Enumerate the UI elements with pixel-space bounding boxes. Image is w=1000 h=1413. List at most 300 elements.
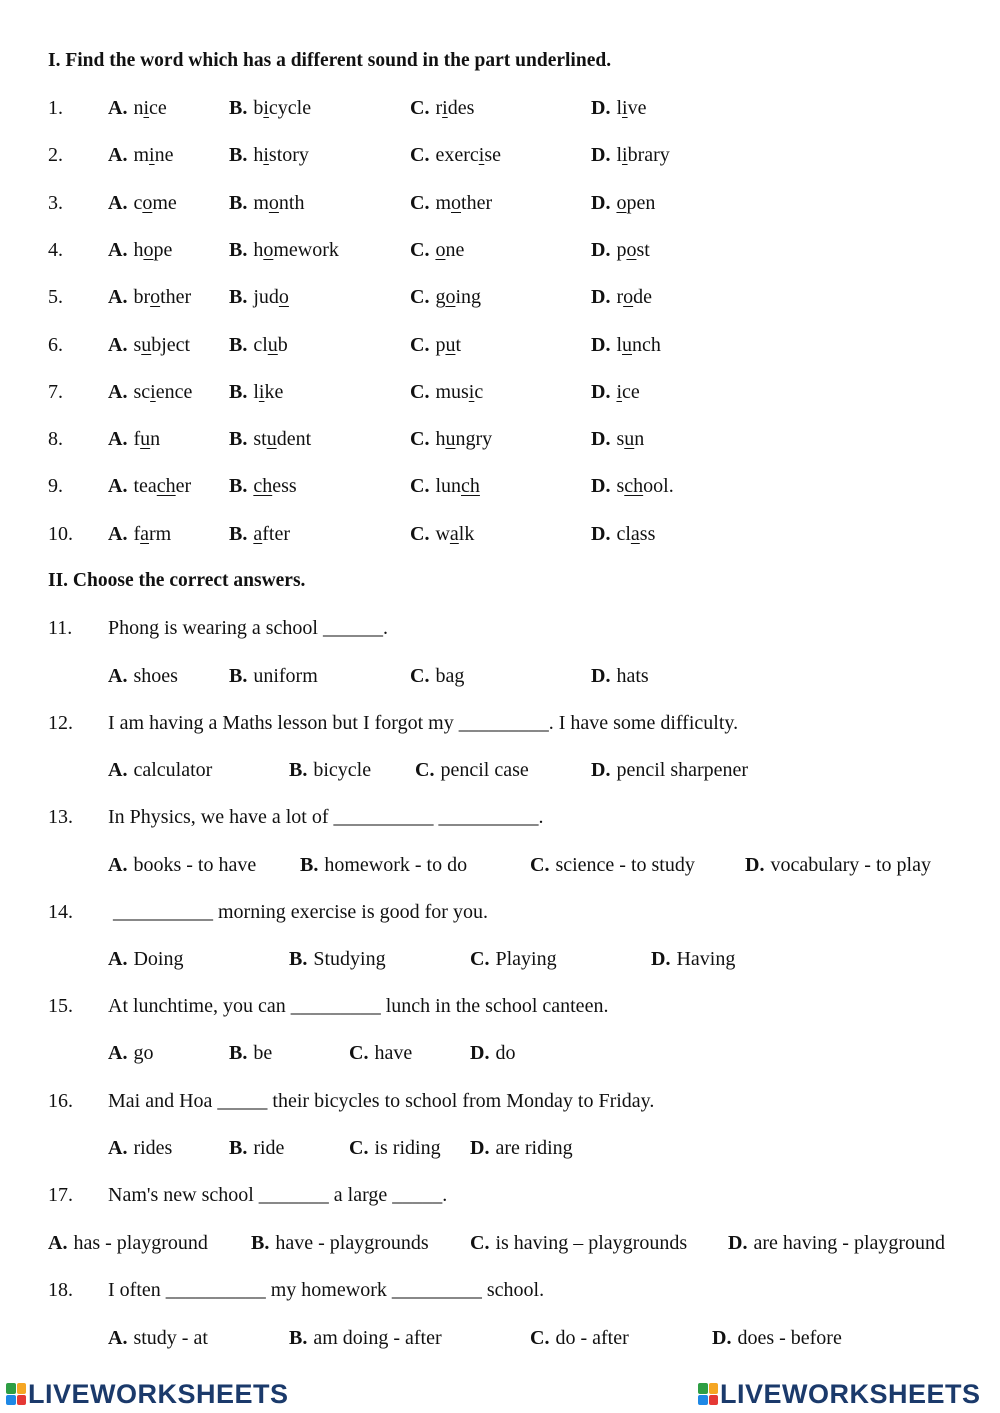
option-letter: A. [108, 191, 128, 214]
section-1-heading-row [0, 46, 1000, 76]
answer-option[interactable] [410, 519, 474, 549]
word-part: r [435, 97, 443, 119]
question-number: 7. [48, 380, 63, 403]
word-part: fter [262, 522, 290, 545]
word-part: er [175, 475, 192, 498]
answer-option[interactable] [591, 755, 748, 785]
option-text: Playing [495, 948, 557, 970]
question-number: 3. [48, 191, 63, 214]
answer-option[interactable] [728, 1228, 945, 1258]
option-letter: D. [591, 191, 611, 214]
question-row [0, 802, 1000, 832]
question-number: 14. [48, 901, 73, 923]
option-letter: B. [229, 97, 248, 119]
option-letter: A. [48, 1232, 68, 1254]
question-stem: In Physics, we have a lot of __________ __________. [108, 806, 544, 828]
word-part: st [253, 428, 267, 451]
option-text: Studying [313, 948, 386, 970]
answer-option[interactable] [530, 1323, 629, 1353]
answer-option[interactable] [651, 944, 735, 974]
underlined-part: u [622, 333, 633, 356]
answer-option[interactable] [229, 661, 318, 691]
underlined-part: ch [253, 475, 273, 498]
underlined-part: i [616, 380, 623, 403]
answer-option[interactable] [470, 1038, 515, 1068]
underlined-part: i [622, 97, 628, 119]
option-text: vocabulary - to play [770, 854, 931, 876]
word-part: b [277, 333, 288, 356]
underlined-part: u [141, 333, 152, 356]
word-part: ne [445, 238, 465, 261]
word-part: f [133, 522, 141, 545]
option-letter: C. [410, 144, 430, 167]
logo-square-blue [698, 1395, 708, 1406]
word-part: ss [639, 522, 656, 545]
word-part: brary [627, 144, 670, 167]
option-text: are having - playground [753, 1232, 946, 1254]
question-row [0, 1180, 1000, 1210]
answer-option[interactable] [410, 661, 464, 691]
underlined-part: i [263, 97, 269, 119]
options-row [0, 1323, 1000, 1353]
word-part: cl [253, 333, 268, 356]
option-letter: C. [530, 854, 550, 876]
option-letter: C. [470, 1232, 490, 1254]
logo-square-green [6, 1383, 16, 1394]
answer-option[interactable] [229, 471, 297, 501]
answer-option[interactable] [745, 850, 931, 880]
word-part: ther [160, 286, 192, 309]
underlined-part: o [268, 191, 279, 214]
answer-option[interactable] [289, 755, 371, 785]
question-row [0, 991, 1000, 1021]
question-stem: I often __________ my homework _________ school. [108, 1279, 545, 1301]
option-letter: B. [289, 759, 308, 781]
word-part: p [435, 333, 446, 356]
question-number: 5. [48, 286, 63, 309]
option-letter: C. [410, 191, 430, 214]
answer-option[interactable] [108, 471, 191, 501]
answer-option[interactable] [229, 1133, 284, 1163]
word-part: h [253, 238, 264, 261]
word-part: w [435, 522, 450, 545]
word-part: g [435, 286, 446, 309]
word-part: s [133, 333, 142, 356]
word-part: h [253, 144, 264, 167]
answer-option[interactable] [229, 93, 311, 123]
answer-option[interactable] [410, 424, 492, 454]
word-part: ke [264, 380, 284, 403]
answer-option[interactable] [108, 661, 178, 691]
section-2-heading-row [0, 566, 1000, 596]
word-part: cycle [268, 97, 312, 119]
option-letter: A. [108, 522, 128, 545]
answer-option[interactable] [591, 519, 655, 549]
question-number: 12. [48, 712, 73, 734]
option-letter: C. [415, 759, 435, 781]
option-letter: B. [229, 286, 248, 309]
word-part: cl [616, 522, 631, 545]
answer-option[interactable] [289, 1323, 442, 1353]
underlined-part: o [435, 238, 446, 261]
option-text: Having [676, 948, 736, 970]
question-row [0, 93, 1000, 123]
option-letter: B. [251, 1232, 270, 1254]
option-letter: D. [470, 1137, 490, 1159]
word-part: ce [622, 380, 640, 403]
answer-option[interactable] [229, 424, 311, 454]
option-letter: D. [591, 522, 611, 545]
answer-option[interactable] [591, 140, 670, 170]
answer-option[interactable] [591, 377, 640, 407]
answer-option[interactable] [229, 282, 289, 312]
option-text: calculator [133, 759, 213, 781]
option-text: books - to have [133, 854, 257, 876]
underlined-part: a [253, 522, 263, 545]
answer-option[interactable] [108, 140, 173, 170]
answer-option[interactable] [108, 235, 172, 265]
answer-option[interactable] [410, 330, 461, 360]
option-letter: B. [289, 1327, 308, 1349]
question-number: 11. [48, 617, 73, 639]
underlined-part: o [143, 238, 154, 261]
word-part: n [150, 428, 161, 451]
answer-option[interactable] [108, 755, 212, 785]
word-part: se [484, 144, 501, 167]
answer-option[interactable] [410, 188, 492, 218]
answer-option[interactable] [108, 282, 191, 312]
option-letter: B. [229, 1137, 248, 1159]
section-1-title: I. Find the word which has a different sound in the part underlined. [48, 50, 612, 71]
option-letter: C. [410, 333, 430, 356]
option-text: bag [435, 665, 465, 687]
option-letter: B. [229, 475, 248, 498]
underlined-part: i [442, 97, 448, 119]
question-row [0, 708, 1000, 738]
word-part: lk [458, 522, 475, 545]
option-letter: D. [470, 1042, 490, 1064]
option-text: Doing [133, 948, 184, 970]
question-number: 9. [48, 475, 63, 498]
word-part: ngry [455, 428, 493, 451]
option-text: has - playground [73, 1232, 208, 1254]
option-letter: D. [591, 759, 611, 781]
question-number: 1. [48, 97, 63, 119]
options-row [0, 755, 1000, 785]
option-text: shoes [133, 665, 178, 687]
option-letter: C. [349, 1137, 369, 1159]
option-letter: C. [410, 428, 430, 451]
answer-option[interactable] [108, 1038, 153, 1068]
options-row [0, 944, 1000, 974]
question-row [0, 424, 1000, 454]
answer-option[interactable] [591, 235, 650, 265]
option-letter: B. [300, 854, 319, 876]
logo-square-blue [6, 1395, 16, 1406]
underlined-part: ch [156, 475, 176, 498]
answer-option[interactable] [410, 140, 501, 170]
answer-option[interactable] [591, 282, 652, 312]
answer-option[interactable] [591, 188, 655, 218]
question-row [0, 1275, 1000, 1305]
question-stem: At lunchtime, you can _________ lunch in the school canteen. [108, 995, 609, 1017]
answer-option[interactable] [470, 944, 557, 974]
underlined-part: u [445, 428, 456, 451]
answer-option[interactable] [108, 1133, 172, 1163]
option-letter: D. [591, 380, 611, 403]
answer-option[interactable] [415, 755, 529, 785]
answer-option[interactable] [108, 330, 190, 360]
underlined-part: ch [461, 475, 480, 498]
option-letter: A. [108, 475, 128, 498]
word-part: des [447, 97, 475, 119]
option-letter: B. [289, 948, 308, 970]
word-part: lun [435, 475, 462, 498]
question-number: 13. [48, 806, 73, 828]
option-letter: C. [470, 948, 490, 970]
word-part: pen [626, 191, 656, 214]
option-letter: A. [108, 1042, 128, 1064]
question-row [0, 188, 1000, 218]
question-row [0, 613, 1000, 643]
answer-option[interactable] [108, 1323, 208, 1353]
options-row [0, 850, 1000, 880]
answer-option[interactable] [591, 330, 661, 360]
answer-option[interactable] [410, 93, 474, 123]
word-part: ce [149, 97, 167, 119]
word-part: m [435, 191, 452, 214]
word-part: exerc [435, 144, 479, 167]
answer-option[interactable] [591, 93, 646, 123]
option-letter: C. [410, 665, 430, 687]
option-letter: B. [229, 238, 248, 261]
footer-logo-text: LIVEWORKSHEETS [28, 1378, 289, 1409]
question-row [0, 471, 1000, 501]
option-letter: C. [410, 475, 430, 498]
liveworksheets-logo-icon [6, 1383, 26, 1405]
word-part: br [133, 286, 151, 309]
option-letter: C. [530, 1327, 550, 1349]
option-text: science - to study [555, 854, 695, 876]
section-2-title: II. Choose the correct answers. [48, 570, 306, 591]
answer-option[interactable] [712, 1323, 842, 1353]
answer-option[interactable] [108, 850, 256, 880]
word-part: l [616, 144, 623, 167]
answer-option[interactable] [349, 1133, 441, 1163]
word-part: ence [155, 380, 193, 403]
underlined-part: i [622, 144, 628, 167]
question-number: 2. [48, 144, 63, 167]
answer-option[interactable] [410, 377, 483, 407]
underlined-part: a [630, 522, 640, 545]
option-text: uniform [253, 665, 318, 687]
answer-option[interactable] [229, 519, 290, 549]
word-part: l [616, 333, 623, 356]
question-number: 10. [48, 522, 73, 545]
answer-option[interactable] [108, 93, 167, 123]
option-letter: D. [591, 144, 611, 167]
option-letter: C. [410, 97, 430, 119]
answer-option[interactable] [229, 140, 309, 170]
answer-option[interactable] [470, 1228, 687, 1258]
logo-square-red [17, 1395, 27, 1406]
option-letter: D. [728, 1232, 748, 1254]
word-part: ess [272, 475, 297, 498]
word-part: st [636, 238, 650, 261]
option-letter: C. [410, 286, 430, 309]
question-row [0, 377, 1000, 407]
option-text: is having – playgrounds [495, 1232, 688, 1254]
options-row [0, 1133, 1000, 1163]
answer-option[interactable] [229, 330, 288, 360]
question-stem: Phong is wearing a school ______. [108, 617, 388, 639]
option-letter: B. [229, 665, 248, 687]
option-text: pencil case [440, 759, 529, 781]
underlined-part: i [150, 380, 156, 403]
word-part: m [133, 144, 150, 167]
answer-option[interactable] [410, 282, 481, 312]
answer-option[interactable] [591, 661, 649, 691]
option-text: is riding [374, 1137, 441, 1159]
footer-logo-text: LIVEWORKSHEETS [720, 1378, 981, 1409]
answer-option[interactable] [108, 424, 160, 454]
word-part: de [633, 286, 653, 309]
option-text: am doing - after [313, 1327, 442, 1349]
option-letter: B. [229, 333, 248, 356]
option-letter: A. [108, 380, 128, 403]
word-part: f [133, 428, 141, 451]
answer-option[interactable] [470, 1133, 573, 1163]
option-letter: D. [591, 286, 611, 309]
logo-square-red [709, 1395, 719, 1406]
answer-option[interactable] [349, 1038, 412, 1068]
footer-logo-left[interactable] [6, 1378, 289, 1410]
word-part: l [253, 380, 259, 403]
answer-option[interactable] [108, 188, 177, 218]
underlined-part: o [623, 286, 634, 309]
answer-option[interactable] [108, 519, 171, 549]
option-text: hats [616, 665, 649, 687]
question-stem: Nam's new school _______ a large _____. [108, 1184, 448, 1206]
options-row [0, 1228, 1000, 1258]
underlined-part: o [451, 191, 462, 214]
question-row [0, 519, 1000, 549]
option-letter: A. [108, 428, 128, 451]
word-part: jud [253, 286, 279, 309]
answer-option[interactable] [410, 235, 464, 265]
word-part: pe [153, 238, 173, 261]
answer-option[interactable] [300, 850, 467, 880]
option-letter: B. [229, 144, 248, 167]
word-part: t [455, 333, 462, 356]
underlined-part: u [267, 333, 278, 356]
option-letter: A. [108, 948, 128, 970]
answer-option[interactable] [108, 377, 192, 407]
question-number: 8. [48, 428, 63, 451]
option-letter: B. [229, 380, 248, 403]
word-part: ing [455, 286, 482, 309]
word-part: m [253, 191, 269, 214]
answer-option[interactable] [229, 188, 304, 218]
footer-logo-right[interactable] [698, 1378, 981, 1410]
question-number: 15. [48, 995, 73, 1017]
option-letter: D. [712, 1327, 732, 1349]
answer-option[interactable] [108, 944, 183, 974]
option-text: be [253, 1042, 273, 1064]
answer-option[interactable] [229, 377, 283, 407]
option-letter: B. [229, 428, 248, 451]
word-part: mus [435, 380, 469, 403]
word-part: n [634, 428, 645, 451]
answer-option[interactable] [410, 471, 480, 501]
answer-option[interactable] [229, 1038, 272, 1068]
question-number: 4. [48, 238, 63, 261]
option-letter: D. [591, 333, 611, 356]
option-letter: D. [745, 854, 765, 876]
word-part: r [616, 286, 624, 309]
question-row [0, 235, 1000, 265]
option-letter: A. [108, 333, 128, 356]
underlined-part: o [150, 286, 161, 309]
underlined-part: o [616, 191, 627, 214]
option-letter: D. [591, 97, 611, 119]
answer-option[interactable] [591, 424, 644, 454]
answer-option[interactable] [251, 1228, 429, 1258]
option-letter: A. [108, 1137, 128, 1159]
option-letter: C. [349, 1042, 369, 1064]
word-part: n [133, 97, 144, 119]
answer-option[interactable] [591, 471, 674, 501]
option-letter: A. [108, 97, 128, 119]
underlined-part: ch [624, 475, 644, 498]
word-part: bject [151, 333, 191, 356]
option-letter: D. [651, 948, 671, 970]
option-text: bicycle [313, 759, 372, 781]
option-text: rides [133, 1137, 173, 1159]
question-row [0, 897, 1000, 927]
answer-option[interactable] [48, 1228, 208, 1258]
option-text: homework - to do [324, 854, 468, 876]
word-part: ther [461, 191, 493, 214]
underlined-part: u [445, 333, 456, 356]
option-letter: A. [108, 144, 128, 167]
answer-option[interactable] [229, 235, 339, 265]
underlined-part: o [626, 238, 637, 261]
word-part: h [133, 238, 144, 261]
underlined-part: o [142, 191, 153, 214]
option-text: have [374, 1042, 413, 1064]
option-text: have - playgrounds [275, 1232, 429, 1254]
option-letter: C. [410, 380, 430, 403]
question-row [0, 1086, 1000, 1116]
answer-option[interactable] [289, 944, 386, 974]
option-text: study - at [133, 1327, 208, 1349]
underlined-part: i [149, 144, 155, 167]
word-part: sc [133, 380, 151, 403]
word-part: nth [278, 191, 305, 214]
question-number: 6. [48, 333, 63, 356]
options-row [0, 1038, 1000, 1068]
answer-option[interactable] [530, 850, 695, 880]
word-part: ool. [643, 475, 674, 498]
question-number: 16. [48, 1090, 73, 1112]
option-text: pencil sharpener [616, 759, 749, 781]
word-part: tea [133, 475, 157, 498]
option-letter: A. [108, 665, 128, 687]
word-part: mework [273, 238, 339, 261]
logo-square-orange [709, 1383, 719, 1394]
word-part: s [616, 428, 625, 451]
